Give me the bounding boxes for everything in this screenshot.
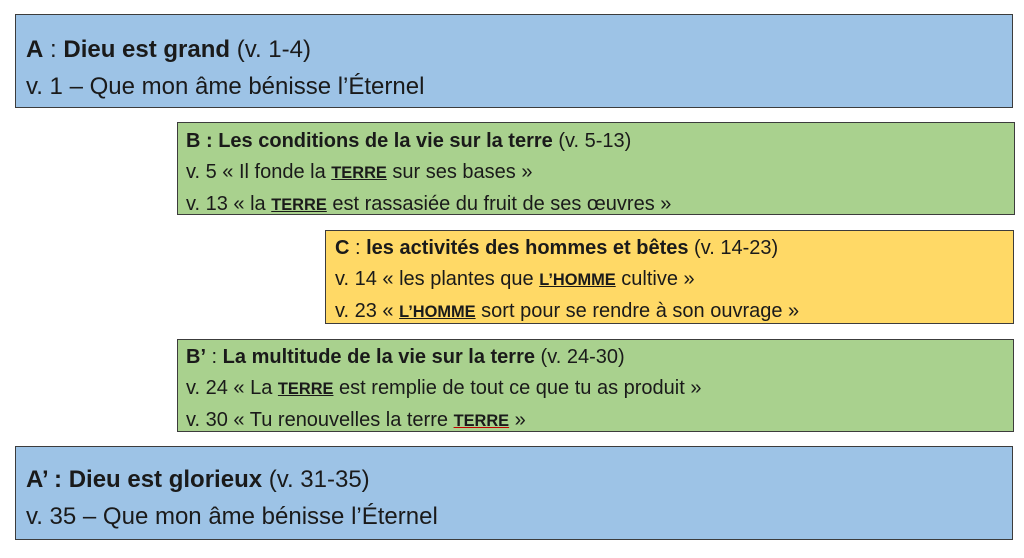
section-b-prime-sep: :	[206, 346, 223, 368]
section-a-prime-verse: v. 35 – Que mon âme bénisse l’Éternel	[26, 503, 438, 530]
verse-text: v. 24 « La	[186, 377, 278, 399]
section-b-prime-box	[177, 339, 1014, 432]
verse-text: v. 30 « Tu renouvelles la terre	[186, 409, 454, 431]
section-c-range: (v. 14-23)	[688, 237, 779, 259]
keyword-terre: TERRE	[277, 380, 334, 398]
verse-text: v. 23 «	[335, 300, 400, 322]
section-a-verse: v. 1 – Que mon âme bénisse l’Éternel	[26, 73, 425, 100]
keyword-terre: TERRE	[331, 164, 387, 182]
section-c-heading	[335, 233, 1013, 264]
keyword-homme: L’HOMME	[539, 271, 616, 289]
section-b-box	[177, 122, 1015, 215]
keyword-homme: L’HOMME	[399, 303, 476, 321]
section-b-title: B : Les conditions de la vie sur la terre	[186, 130, 553, 152]
section-b-prime-range: (v. 24-30)	[535, 346, 625, 368]
section-b-prime-heading	[186, 342, 1013, 373]
verse-text: sur ses bases »	[386, 161, 533, 183]
section-a-box	[15, 14, 1013, 108]
section-c-sep: :	[349, 237, 367, 259]
section-c-verse-2	[335, 296, 1013, 328]
section-c-verse-1	[335, 264, 1013, 296]
section-a-prime-range: (v. 31-35)	[262, 466, 370, 493]
section-b-range: (v. 5-13)	[552, 130, 632, 152]
section-c-box	[325, 230, 1014, 324]
section-b-prime-letter: B’	[186, 346, 206, 368]
section-a-letter: A	[26, 36, 44, 63]
verse-text: v. 14 « les plantes que	[335, 268, 540, 290]
section-b-prime-title: La multitude de la vie sur la terre	[222, 346, 535, 368]
section-a-prime-title: Dieu est glorieux	[68, 466, 263, 493]
verse-text: est remplie de tout ce que tu as produit »	[333, 377, 702, 399]
section-b-prime-verse-1	[186, 373, 1013, 405]
keyword-terre: TERRE	[271, 196, 327, 214]
section-a-title: Dieu est grand	[63, 36, 231, 63]
section-b-verse-1	[186, 157, 1014, 189]
section-a-prime-letter: A’ :	[26, 466, 63, 493]
section-a-sep: :	[43, 36, 64, 63]
section-b-heading	[186, 126, 1014, 157]
verse-text: v. 13 « la	[186, 193, 272, 215]
section-c-letter: C	[335, 237, 350, 259]
verse-text: v. 5 « Il fonde la	[186, 161, 332, 183]
section-b-prime-verse-2	[186, 405, 1013, 437]
section-a-prime-heading	[26, 461, 1012, 498]
keyword-terre: TERRE	[453, 412, 510, 430]
verse-text: est rassasiée du fruit de ses œuvres »	[326, 193, 672, 215]
verse-text: sort pour se rendre à son ouvrage »	[475, 300, 800, 322]
verse-text: »	[509, 409, 526, 431]
section-c-title: les activités des hommes et bêtes	[366, 237, 689, 259]
verse-text: cultive »	[615, 268, 695, 290]
section-a-prime-sep	[62, 466, 69, 493]
section-b-verse-2	[186, 189, 1014, 221]
section-a-prime-box	[15, 446, 1013, 540]
section-a-range: (v. 1-4)	[230, 36, 311, 63]
section-a-heading	[26, 31, 1012, 68]
